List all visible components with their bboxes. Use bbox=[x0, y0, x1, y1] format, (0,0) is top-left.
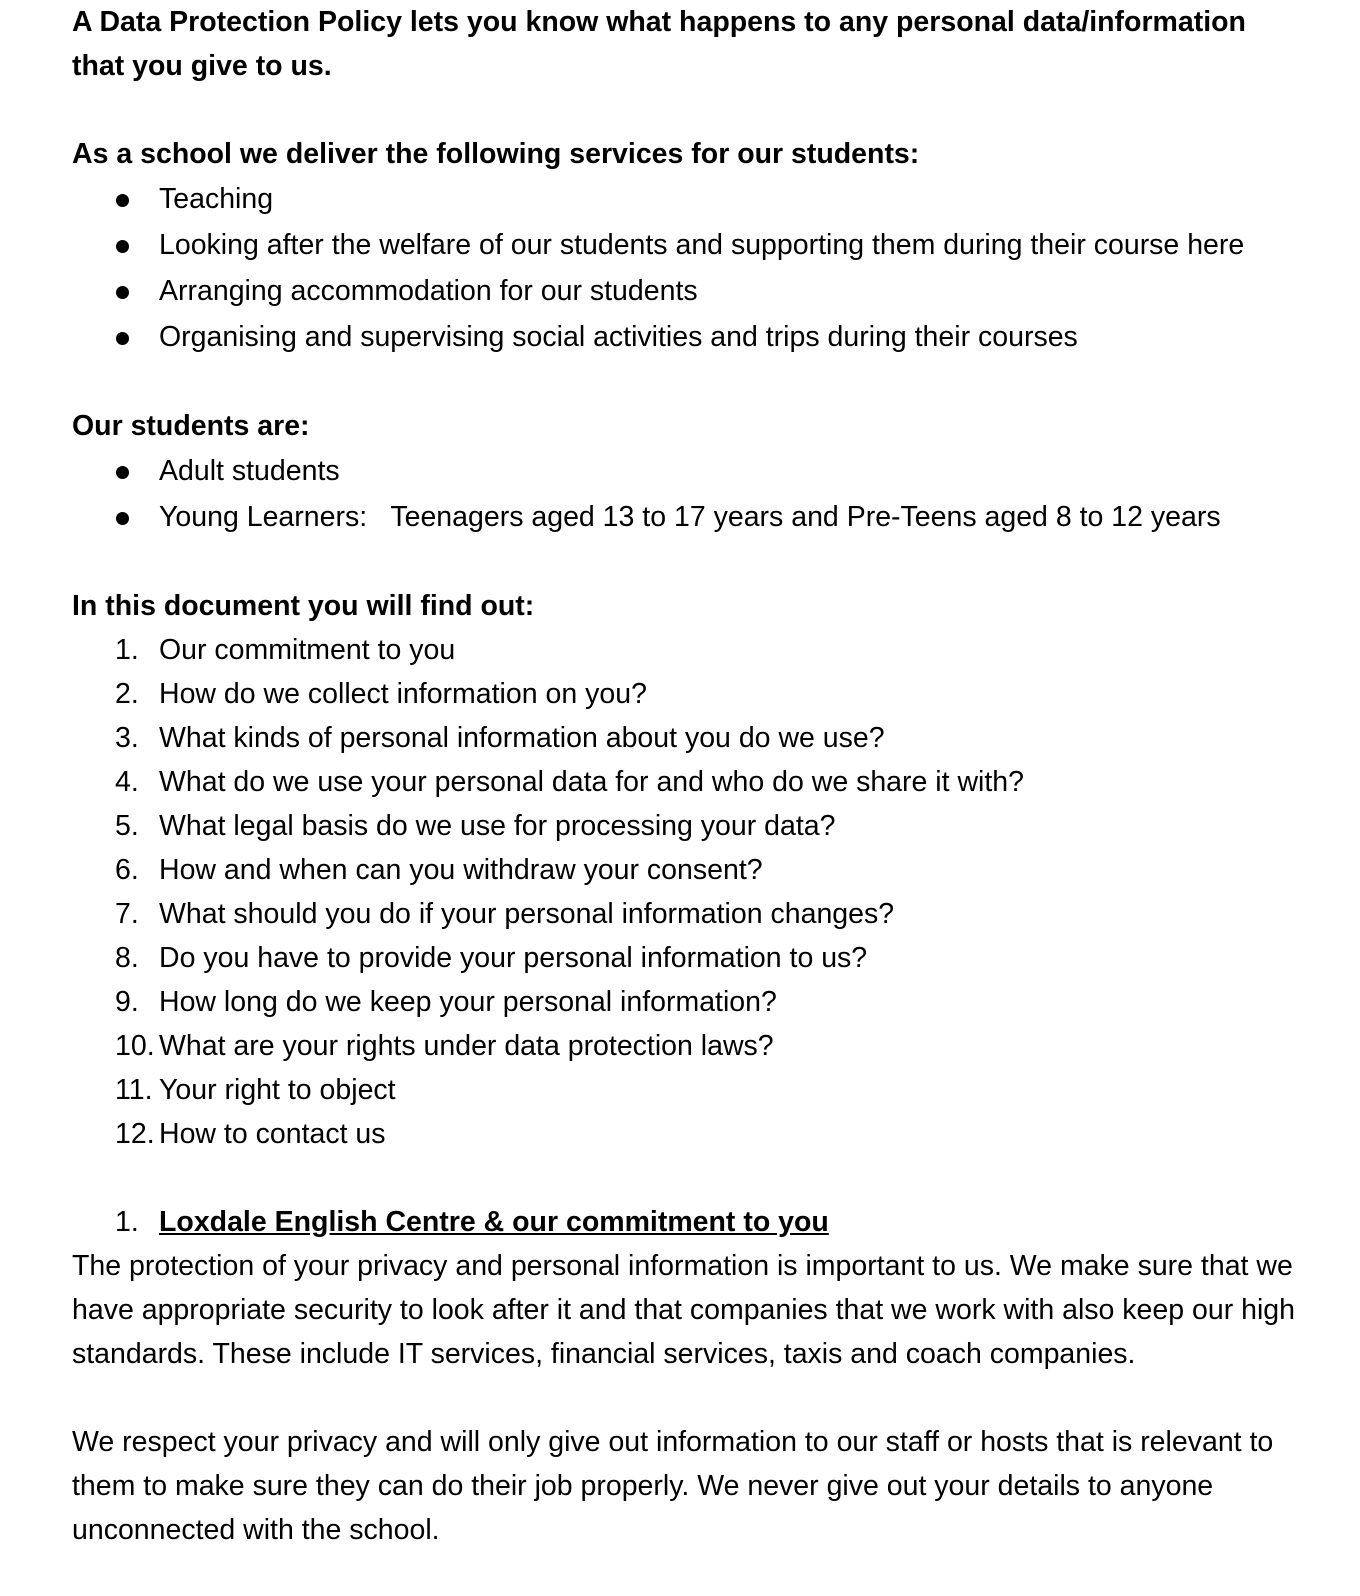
list-item: Looking after the welfare of our students and supporting them during their course here bbox=[72, 222, 1302, 268]
list-item bbox=[72, 848, 1302, 892]
item-text: What should you do if your personal information changes? bbox=[159, 898, 895, 930]
list-item bbox=[72, 1068, 1302, 1112]
item-number: 2. bbox=[115, 678, 139, 710]
list-item: Adult students bbox=[72, 448, 1302, 494]
item-text: What are your rights under data protection laws? bbox=[159, 1030, 774, 1062]
item-text: What do we use your personal data for and who do we share it with? bbox=[159, 766, 1024, 798]
list-item: Arranging accommodation for our students bbox=[72, 268, 1302, 314]
list-item bbox=[72, 892, 1302, 936]
item-number: 6. bbox=[115, 854, 139, 886]
list-item bbox=[72, 760, 1302, 804]
intro-paragraph: A Data Protection Policy lets you know what happens to any personal data/information that you give to us. bbox=[72, 6, 1246, 82]
item-text: How and when can you withdraw your consent? bbox=[159, 854, 763, 886]
item-text: How long do we keep your personal information? bbox=[159, 986, 777, 1018]
services-heading: As a school we deliver the following services for our students: bbox=[72, 138, 920, 170]
list-item: Teaching bbox=[72, 176, 1302, 222]
list-item bbox=[72, 716, 1302, 760]
item-number: 7. bbox=[115, 898, 139, 930]
list-item: Organising and supervising social activities and trips during their courses bbox=[72, 314, 1302, 360]
item-text: Our commitment to you bbox=[159, 634, 456, 666]
document-page bbox=[72, 0, 1302, 1596]
section-1-paragraph-1: The protection of your privacy and personal information is important to us. We make sure that we have appropriate security to look after it and that companies that we work with also keep our high standards. These include IT services, financial services, taxis and coach companies. bbox=[72, 1250, 1296, 1370]
item-number: 3. bbox=[115, 722, 139, 754]
item-number: 8. bbox=[115, 942, 139, 974]
section-title: Loxdale English Centre & our commitment to you bbox=[159, 1206, 829, 1238]
contents-heading: In this document you will find out: bbox=[72, 590, 535, 622]
list-item bbox=[72, 1024, 1302, 1068]
list-item: Young Learners: Teenagers aged 13 to 17 years and Pre-Teens aged 8 to 12 years bbox=[72, 494, 1302, 540]
section-1-paragraph-2: We respect your privacy and will only give out information to our staff or hosts that is relevant to them to make sure they can do their job properly. We never give out your details to anyone unconnected with the school. bbox=[72, 1426, 1274, 1546]
item-number: 11. bbox=[115, 1074, 153, 1106]
item-number: 10. bbox=[115, 1030, 155, 1062]
item-number: 5. bbox=[115, 810, 139, 842]
list-item bbox=[72, 980, 1302, 1024]
students-heading: Our students are: bbox=[72, 410, 310, 442]
item-number: 9. bbox=[115, 986, 139, 1018]
item-text: What legal basis do we use for processing your data? bbox=[159, 810, 836, 842]
services-list bbox=[72, 176, 1302, 360]
list-item bbox=[72, 804, 1302, 848]
list-item bbox=[72, 672, 1302, 716]
item-number: 1. bbox=[115, 634, 139, 666]
contents-list bbox=[72, 628, 1302, 1156]
students-list bbox=[72, 448, 1302, 540]
item-text: Your right to object bbox=[159, 1074, 396, 1106]
item-text: What kinds of personal information about you do we use? bbox=[159, 722, 885, 754]
item-number: 12. bbox=[115, 1118, 155, 1150]
list-item bbox=[72, 1112, 1302, 1156]
list-item bbox=[72, 936, 1302, 980]
item-text: How do we collect information on you? bbox=[159, 678, 647, 710]
list-item bbox=[72, 628, 1302, 672]
item-text: How to contact us bbox=[159, 1118, 386, 1150]
section-number: 1. bbox=[115, 1206, 139, 1238]
item-number: 4. bbox=[115, 766, 139, 798]
item-text: Do you have to provide your personal information to us? bbox=[159, 942, 868, 974]
section-1-heading bbox=[72, 1200, 1302, 1244]
